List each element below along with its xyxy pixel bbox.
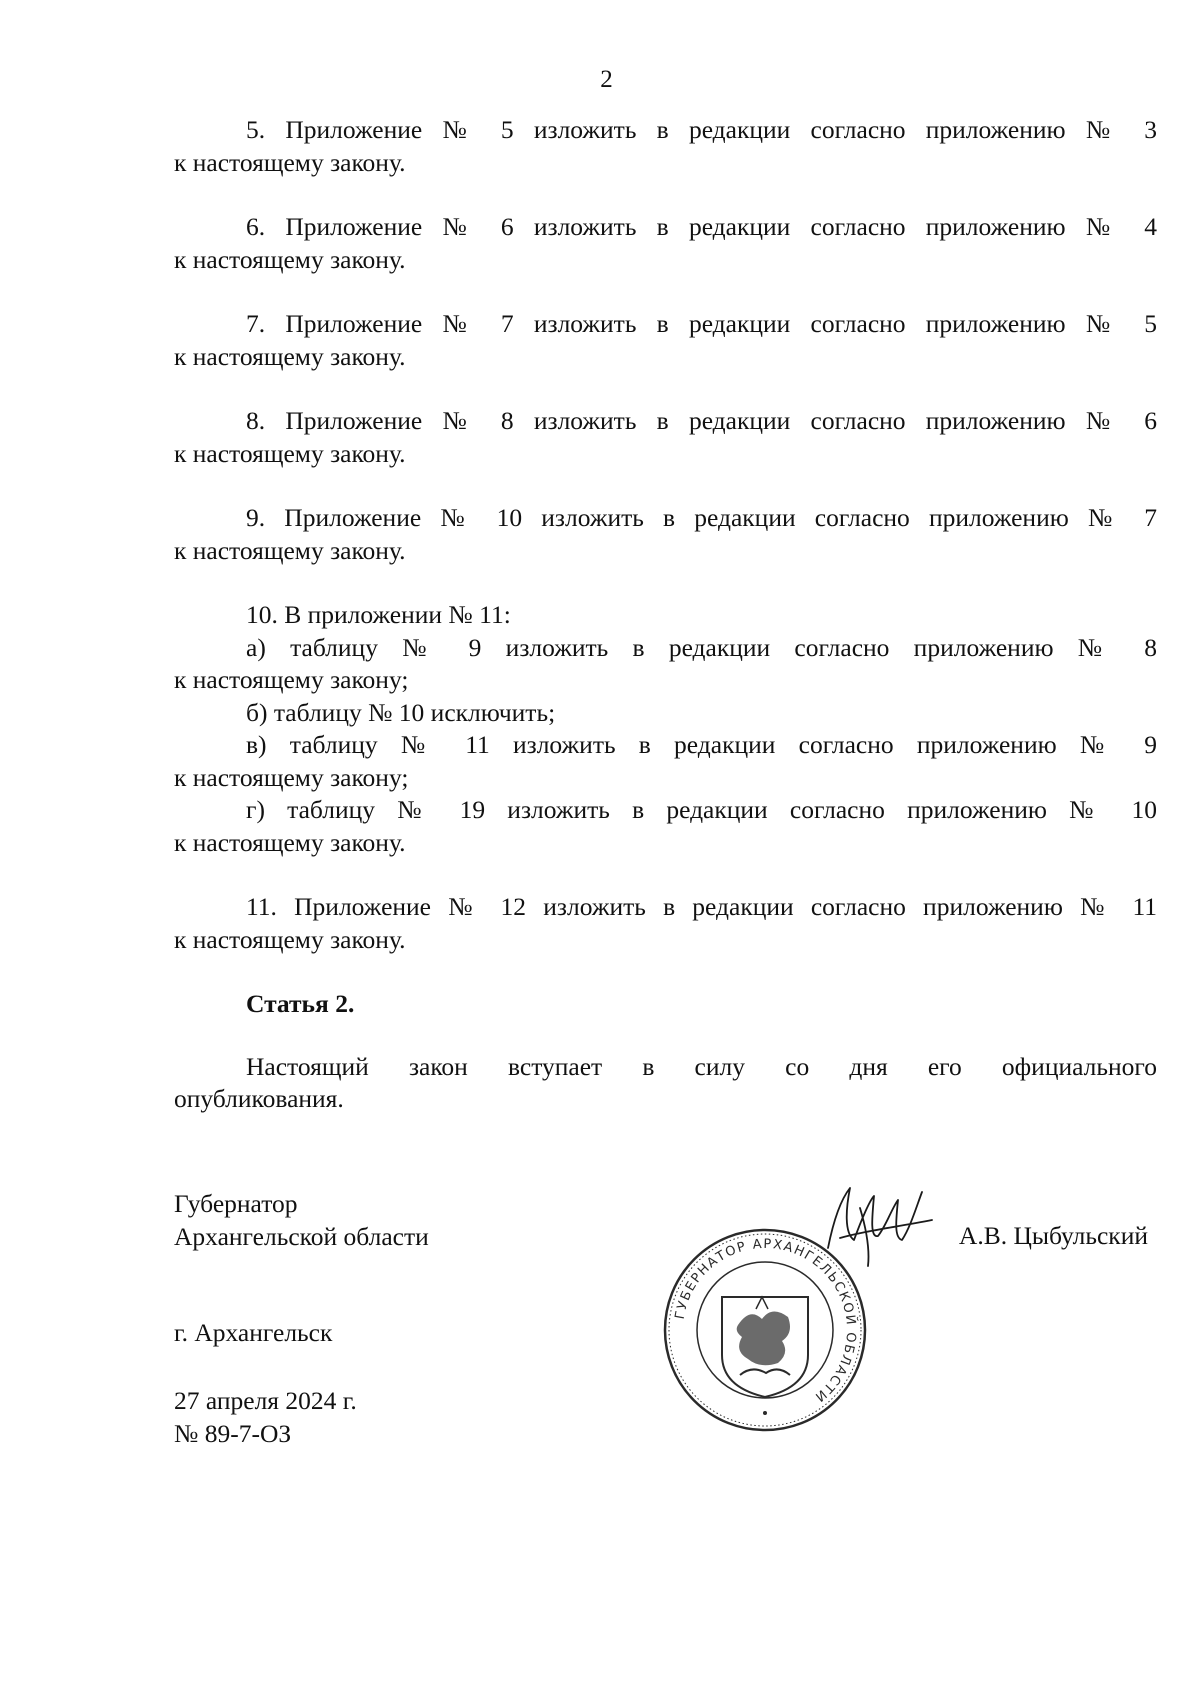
item-7-line-2: к настоящему закону. bbox=[174, 341, 406, 371]
item-9-line-1: 9. Приложение № 10 изложить в редакции согласно приложению № 7 bbox=[246, 503, 1157, 532]
item-10-c-line-2: к настоящему закону; bbox=[174, 762, 409, 792]
item-10-d-line-2: к настоящему закону. bbox=[174, 827, 406, 857]
item-10-c-line-1: в) таблицу № 11 изложить в редакции согласно приложению № 9 bbox=[246, 730, 1157, 759]
item-6-line-1: 6. Приложение № 6 изложить в редакции согласно приложению № 4 bbox=[246, 212, 1157, 241]
item-11 bbox=[174, 891, 1157, 956]
signatory-name: А.В. Цыбульский bbox=[958, 1221, 1148, 1250]
law-number: № 89-7-ОЗ bbox=[174, 1418, 292, 1448]
item-8 bbox=[174, 405, 1157, 470]
item-10-b: б) таблицу № 10 исключить; bbox=[246, 697, 556, 727]
article-2-line-1: Настоящий закон вступает в силу со дня его официального bbox=[246, 1051, 1157, 1081]
place-of-signing: г. Архангельск bbox=[174, 1318, 333, 1347]
item-5-line-2: к настоящему закону. bbox=[174, 147, 406, 177]
position-line-2: Архангельской области bbox=[174, 1221, 429, 1251]
date-and-number bbox=[174, 1385, 357, 1450]
item-10-intro: 10. В приложении № 11: bbox=[246, 600, 511, 629]
item-10 bbox=[174, 599, 1157, 859]
item-9-line-2: к настоящему закону. bbox=[174, 535, 406, 565]
item-10-a-line-2: к настоящему закону; bbox=[174, 665, 409, 694]
seal-ring-text: ГУБЕРНАТОР АРХАНГЕЛЬСКОЙ ОБЛАСТИ bbox=[672, 1236, 859, 1405]
item-5 bbox=[174, 114, 1157, 179]
item-11-line-1: 11. Приложение № 12 изложить в редакции согласно приложению № 11 bbox=[246, 892, 1157, 921]
handwritten-signature bbox=[820, 1178, 940, 1278]
page-number: 2 bbox=[600, 66, 613, 93]
item-8-line-2: к настоящему закону. bbox=[174, 438, 406, 468]
article-2-heading: Статья 2. bbox=[246, 989, 355, 1018]
item-8-line-1: 8. Приложение № 8 изложить в редакции согласно приложению № 6 bbox=[246, 406, 1157, 435]
item-9 bbox=[174, 502, 1157, 567]
item-6-line-2: к настоящему закону. bbox=[174, 244, 406, 274]
item-6 bbox=[174, 211, 1157, 276]
item-10-a-line-1: а) таблицу № 9 изложить в редакции согласно приложению № 8 bbox=[246, 632, 1157, 662]
item-5-line-1: 5. Приложение № 5 изложить в редакции согласно приложению № 3 bbox=[246, 115, 1157, 144]
position-line-1: Губернатор bbox=[174, 1189, 298, 1218]
article-2-line-2: опубликования. bbox=[174, 1084, 344, 1113]
signatory-position bbox=[174, 1188, 429, 1253]
article-2-text bbox=[174, 1051, 1157, 1116]
item-11-line-2: к настоящему закону. bbox=[174, 924, 406, 954]
item-7 bbox=[174, 308, 1157, 373]
item-7-line-1: 7. Приложение № 7 изложить в редакции согласно приложению № 5 bbox=[246, 309, 1157, 338]
document-body bbox=[174, 114, 1157, 1148]
signing-date: 27 апреля 2024 г. bbox=[174, 1386, 357, 1415]
item-10-d-line-1: г) таблицу № 19 изложить в редакции согласно приложению № 10 bbox=[246, 795, 1157, 824]
